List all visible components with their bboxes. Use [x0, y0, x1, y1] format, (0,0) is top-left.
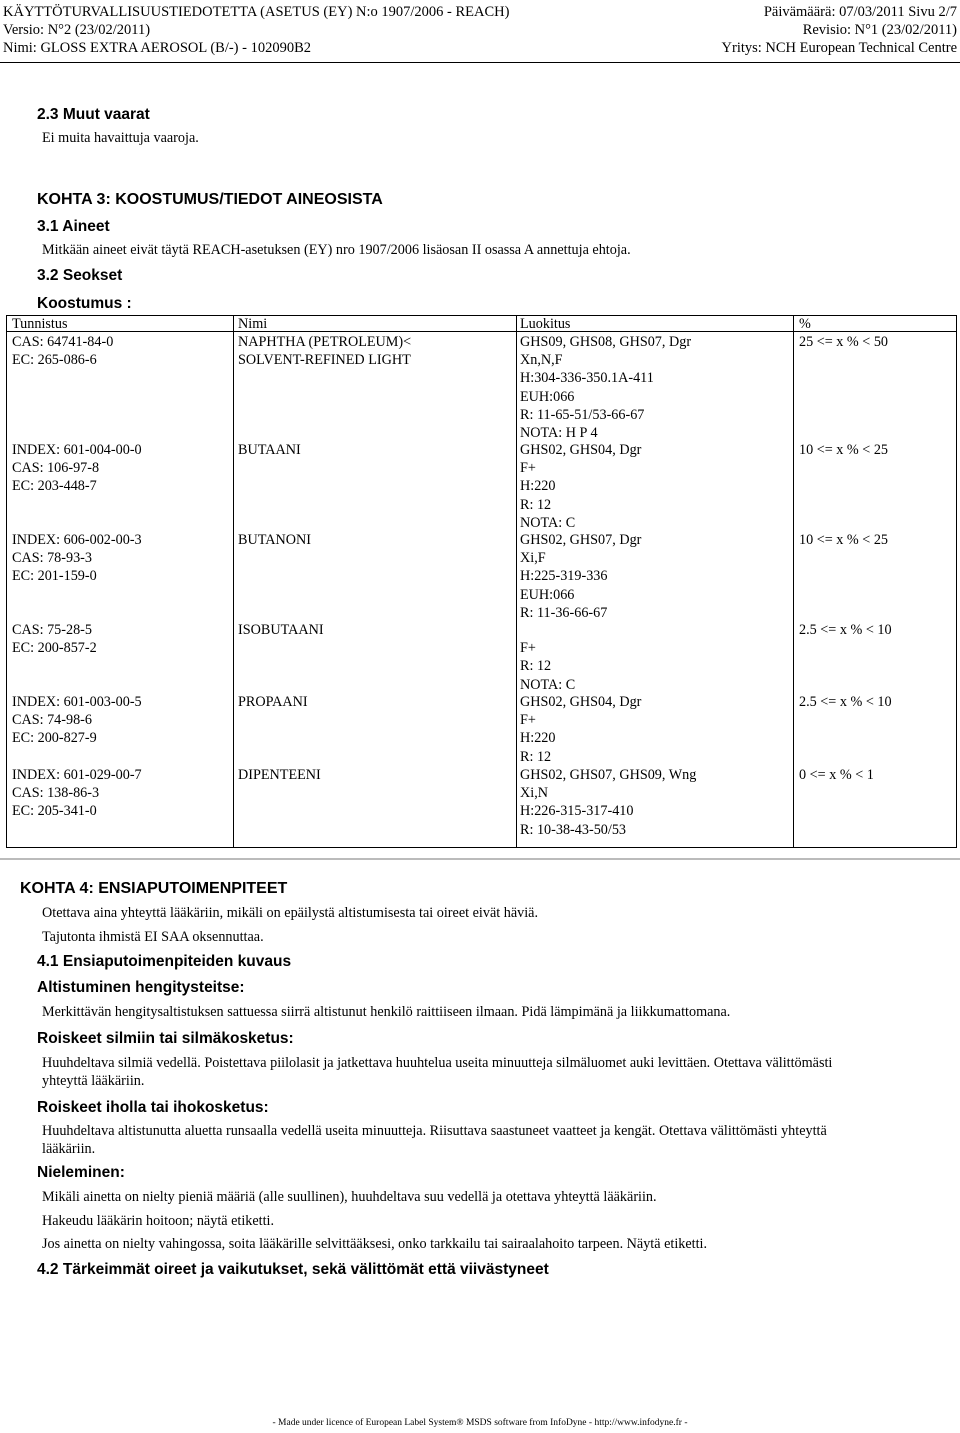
name-line: BUTAANI	[238, 442, 301, 458]
identifier-line: CAS: 138-86-3	[12, 785, 100, 802]
table-header-percent: %	[799, 316, 811, 332]
inhalation-heading: Altistuminen hengitysteitse:	[37, 979, 245, 996]
identifier-line: EC: 200-857-2	[12, 640, 97, 657]
classification-line: NOTA: C	[520, 676, 576, 693]
classification-line: NOTA: C	[520, 514, 576, 531]
classification-line: EUH:066	[520, 388, 575, 405]
table-row	[12, 333, 113, 369]
table-col-divider	[516, 315, 517, 848]
table-row	[12, 693, 142, 748]
table-col-divider	[793, 315, 794, 848]
classification-line: R: 12	[520, 748, 552, 765]
table-header-name: Nimi	[238, 316, 268, 332]
section-divider	[0, 858, 960, 860]
section-2-3-title: 2.3 Muut vaarat	[37, 106, 150, 123]
percent-range: 2.5 <= x % < 10	[799, 622, 892, 638]
ingestion-text-2: Hakeudu lääkärin hoitoon; näytä etiketti.	[42, 1213, 275, 1229]
classification-line: EUH:066	[520, 586, 575, 603]
classification-line: GHS02, GHS07, GHS09, Wng	[520, 767, 697, 783]
classification-line: Xi,F	[520, 550, 546, 567]
section-3-1-title: 3.1 Aineet	[37, 218, 110, 235]
eye-contact-heading: Roiskeet silmiin tai silmäkosketus:	[37, 1030, 294, 1047]
classification-line: R: 12	[520, 658, 552, 675]
classification-line: F+	[520, 640, 536, 657]
table-row	[12, 766, 142, 821]
classification-line: H:226-315-317-410	[520, 803, 634, 820]
ingestion-heading: Nieleminen:	[37, 1164, 125, 1181]
page-footer: - Made under licence of European Label System® MSDS software from InfoDyne - http://www.infodyne.fr -	[272, 1418, 688, 1428]
name-line: SOLVENT-REFINED LIGHT	[238, 352, 411, 369]
substance-name	[238, 766, 321, 784]
header-version: Versio: N°2 (23/02/2011)	[3, 22, 151, 38]
classification-line: H:304-336-350.1A-411	[520, 370, 654, 387]
identifier-line: EC: 201-159-0	[12, 568, 97, 585]
identifier-line: EC: 200-827-9	[12, 730, 97, 747]
classification-line: NOTA: H P 4	[520, 425, 598, 442]
classification-line: GHS02, GHS07, Dgr	[520, 532, 642, 548]
section-4-title: KOHTA 4: ENSIAPUTOIMENPITEET	[20, 880, 288, 897]
classification	[520, 441, 641, 532]
section-4-2-title: 4.2 Tärkeimmät oireet ja vaikutukset, sekä välittömät että viivästyneet	[37, 1261, 549, 1278]
header-date-page: Päivämäärä: 07/03/2011 Sivu 2/7	[763, 4, 957, 20]
classification	[520, 621, 575, 694]
substance-name	[238, 441, 301, 459]
identifier-line: EC: 203-448-7	[12, 478, 97, 495]
classification-line: R: 12	[520, 496, 552, 513]
skin-contact-text: Huuhdeltava altistunutta aluetta runsaalla vedellä useita minuutteja. Riisuttava saastuneet vaatteet ja kengät. Otettava välittömästi yhteyttä	[42, 1123, 827, 1139]
identifier-line: CAS: 64741-84-0	[12, 334, 114, 350]
classification-line: Xi,N	[520, 785, 548, 802]
classification	[520, 531, 641, 622]
eye-contact-text-cont: yhteyttä lääkäriin.	[42, 1073, 145, 1089]
identifier-line: CAS: 106-97-8	[12, 460, 100, 477]
table-row	[12, 621, 97, 657]
composition-label: Koostumus :	[37, 295, 132, 312]
substance-name	[238, 531, 311, 549]
identifier-line: EC: 205-341-0	[12, 803, 97, 820]
ingestion-text-1: Mikäli ainetta on nielty pieniä määriä (alle suullinen), huuhdeltava suu vedellä ja otettava yhteyttä lääkäriin.	[42, 1189, 657, 1205]
header-divider	[0, 62, 960, 63]
table-row	[12, 441, 142, 496]
classification-line: Xn,N,F	[520, 352, 563, 369]
eye-contact-text: Huuhdeltava silmiä vedellä. Poistettava piilolasit ja jatkettava huuhtelua useita minuutteja silmäluomet auki levittäen. Otettava välittömästi	[42, 1055, 833, 1071]
table-header-rule	[6, 331, 957, 332]
substance-name	[238, 333, 411, 369]
substance-name	[238, 693, 308, 711]
classification-line	[520, 621, 575, 639]
classification	[520, 693, 641, 766]
section-4-1-title: 4.1 Ensiaputoimenpiteiden kuvaus	[37, 953, 292, 970]
table-border-right	[956, 315, 957, 848]
section-3-1-text: Mitkään aineet eivät täytä REACH-asetuksen (EY) nro 1907/2006 lisäosan II osassa A annettuja ehtoja.	[42, 242, 631, 258]
header-revision: Revisio: N°1 (23/02/2011)	[802, 22, 957, 38]
percent-range: 25 <= x % < 50	[799, 334, 889, 350]
identifier-line: EC: 265-086-6	[12, 352, 97, 369]
table-header-classification: Luokitus	[520, 316, 571, 332]
section-4-intro-1: Otettava aina yhteyttä lääkäriin, mikäli on epäilystä altistumisesta tai oireet eivät häviä.	[42, 905, 538, 921]
identifier-line: INDEX: 601-004-00-0	[12, 442, 142, 458]
identifier-line: CAS: 75-28-5	[12, 622, 93, 638]
classification-line: F+	[520, 712, 536, 729]
classification-line: GHS02, GHS04, Dgr	[520, 442, 642, 458]
classification	[520, 766, 696, 839]
percent-range: 10 <= x % < 25	[799, 532, 889, 548]
header-title: KÄYTTÖTURVALLISUUSTIEDOTETTA (ASETUS (EY) N:o 1907/2006 - REACH)	[3, 4, 510, 20]
ingestion-text-3: Jos ainetta on nielty vahingossa, soita lääkärille selvittääksesi, onko tarkkailu tai sairaalahoito tarpeen. Näytä etiketti.	[42, 1236, 708, 1252]
section-3-2-title: 3.2 Seokset	[37, 267, 123, 284]
classification	[520, 333, 691, 442]
classification-line: R: 11-36-66-67	[520, 604, 608, 621]
table-row	[12, 531, 142, 586]
classification-line: F+	[520, 460, 536, 477]
name-line: DIPENTEENI	[238, 767, 321, 783]
classification-line: H:225-319-336	[520, 568, 608, 585]
section-2-3-text: Ei muita havaittuja vaaroja.	[42, 130, 199, 146]
percent-range: 10 <= x % < 25	[799, 442, 889, 458]
table-header-identifier: Tunnistus	[12, 316, 68, 332]
table-top-rule	[6, 315, 957, 316]
inhalation-text: Merkittävän hengitysaltistuksen sattuessa siirrä altistunut henkilö raittiiseen ilmaan. Pidä lämpimänä ja liikkumattomana.	[42, 1004, 731, 1020]
substance-name	[238, 621, 324, 639]
classification-line: GHS09, GHS08, GHS07, Dgr	[520, 334, 692, 350]
section-4-intro-2: Tajutonta ihmistä EI SAA oksennuttaa.	[42, 929, 264, 945]
identifier-line: INDEX: 606-002-00-3	[12, 532, 142, 548]
identifier-line: INDEX: 601-003-00-5	[12, 694, 142, 710]
header-product-name: Nimi: GLOSS EXTRA AEROSOL (B/-) - 102090B2	[3, 40, 312, 56]
table-border-left	[6, 315, 7, 848]
classification-line: R: 10-38-43-50/53	[520, 821, 627, 838]
classification-line: H:220	[520, 730, 556, 747]
identifier-line: CAS: 78-93-3	[12, 550, 93, 567]
classification-line: GHS02, GHS04, Dgr	[520, 694, 642, 710]
name-line: NAPHTHA (PETROLEUM)<	[238, 334, 412, 350]
percent-range: 2.5 <= x % < 10	[799, 694, 892, 710]
identifier-line: CAS: 74-98-6	[12, 712, 93, 729]
name-line: ISOBUTAANI	[238, 622, 324, 638]
section-3-title: KOHTA 3: KOOSTUMUS/TIEDOT AINEOSISTA	[37, 191, 383, 208]
name-line: PROPAANI	[238, 694, 308, 710]
identifier-line: INDEX: 601-029-00-7	[12, 767, 142, 783]
table-col-divider	[233, 315, 234, 848]
classification-line: R: 11-65-51/53-66-67	[520, 406, 645, 423]
table-bottom-rule	[6, 847, 957, 848]
name-line: BUTANONI	[238, 532, 311, 548]
skin-contact-heading: Roiskeet iholla tai ihokosketus:	[37, 1099, 269, 1116]
classification-line: H:220	[520, 478, 556, 495]
skin-contact-text-cont: lääkäriin.	[42, 1141, 96, 1157]
percent-range: 0 <= x % < 1	[799, 767, 874, 783]
header-company: Yritys: NCH European Technical Centre	[721, 40, 957, 56]
